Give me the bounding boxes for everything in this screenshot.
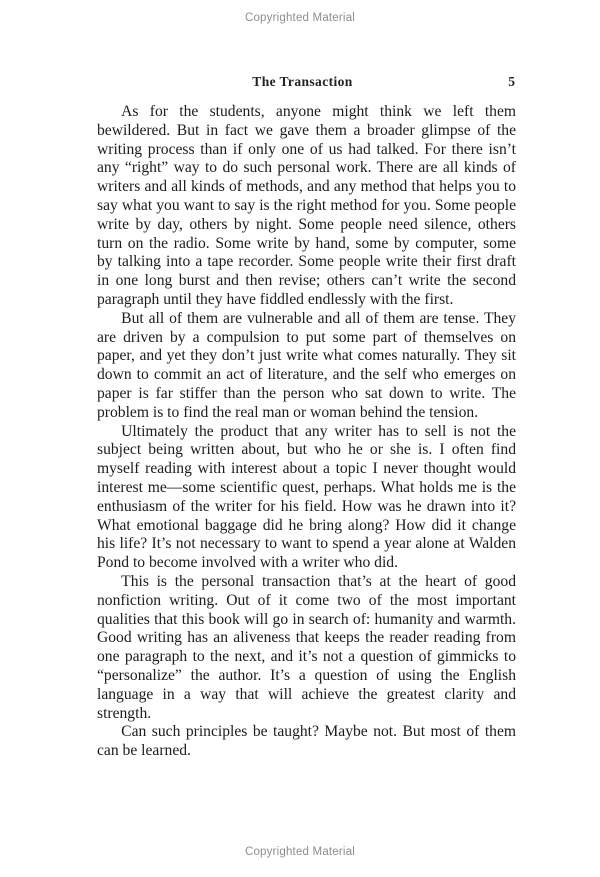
paragraph-5: Can such principles be taught? Maybe not. But most of them can be learned.	[97, 723, 516, 760]
paragraph-3: Ultimately the product that any writer has to sell is not the subject being written about, but who he or she is. I often find myself reading with interest about a topic I never thought would interest me—some scientific quest, perhaps. What holds me is the enthusiasm of the writer for his field. How was he drawn into it? What emotional baggage did he bring along? How did it change his life? It’s not necessary to want to spend a year alone at Walden Pond to become involved with a writer who did.	[97, 422, 516, 572]
paragraph-1: As for the students, anyone might think we left them bewildered. But in fact we gave them a broader glimpse of the writing process than if only one of us had talked. For there isn’t any “right” way to do such personal work. There are all kinds of writers and all kinds of methods, and any method that helps you to say what you want to say is the right method for you. Some people write by day, others by night. Some people need silence, others turn on the radio. Some write by hand, some by computer, some by talking into a tape recorder. Some people write their first draft in one long burst and then revise; others can’t write the second paragraph until they have fiddled endlessly with the first.	[97, 103, 516, 308]
running-header	[90, 74, 515, 92]
page-number: 5	[508, 74, 515, 89]
paragraph-2: But all of them are vulnerable and all of them are tense. They are driven by a compulsion to put some part of themselves on paper, and yet they don’t just write what comes naturally. They sit down to commit an act of literature, and the self who emerges on paper is far stiffer than the person who sat down to write. The problem is to find the real man or woman behind the tension.	[97, 309, 516, 421]
paragraph-4: This is the personal transaction that’s at the heart of good nonfiction writing. Out of it come two of the most important qualities that this book will go in search of: humanity and warmth. Good writing has an aliveness that keeps the reader reading from one paragraph to the next, and it’s not a question of gimmicks to “personalize” the author. It’s a question of using the English language in a way that will achieve the greatest clarity and strength.	[97, 572, 516, 722]
body-text	[97, 103, 516, 761]
chapter-title: The Transaction	[252, 74, 353, 89]
copyright-notice-bottom: Copyrighted Material	[244, 846, 356, 858]
copyright-notice-top: Copyrighted Material	[244, 12, 356, 24]
